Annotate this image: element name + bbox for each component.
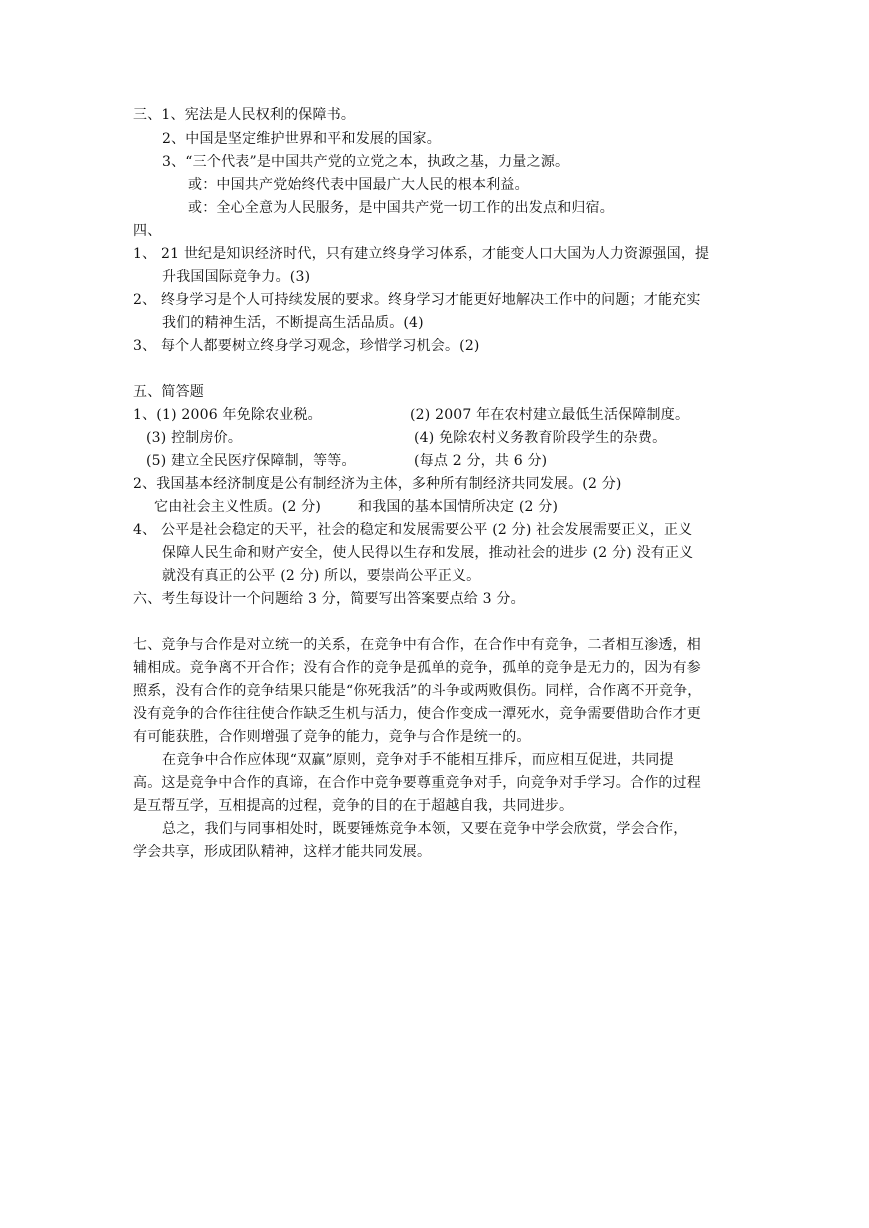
s5-q1-a: 1、(1) 2006 年免除农业税。 (133, 407, 322, 423)
s5-q2-line2b: 和我国的基本国情所决定 (2 分) (358, 499, 559, 515)
s4-item2-line1: 2、 终身学习是个人可持续发展的要求。终身学习才能更好地解决工作中的问题；才能充实 (133, 292, 701, 308)
s3-line-2: 2、中国是坚定维护世界和平和发展的国家。 (162, 131, 441, 147)
s5-q4-line3: 就没有真正的公平 (2 分) 所以，要崇尚公平正义。 (162, 568, 481, 584)
s7-p2-l2: 高。这是竞争中合作的真谛，在合作中竞争要尊重竞争对手，向竞争对手学习。合作的过程 (133, 775, 701, 791)
s5-q4-line1: 4、 公平是社会稳定的天平，社会的稳定和发展需要公平 (2 分) 社会发展需要正义，正义 (133, 522, 693, 538)
s4-heading: 四、 (133, 223, 162, 239)
s5-q1-c: (3) 控制房价。 (146, 430, 243, 446)
s7-p1-l1: 七、竞争与合作是对立统一的关系，在竞争中有合作，在合作中有竞争，二者相互渗透，相 (133, 637, 701, 653)
s4-item1-line1: 1、 21 世纪是知识经济时代，只有建立终身学习体系，才能变人口大国为人力资源强国，提 (133, 246, 710, 262)
s7-p3-l2: 学会共享，形成团队精神，这样才能共同发展。 (133, 844, 432, 860)
s5-q1-d: (4) 免除农村义务教育阶段学生的杂费。 (414, 430, 667, 446)
s3-line-3: 3、“三个代表”是中国共产党的立党之本，执政之基，力量之源。 (162, 154, 570, 170)
s4-item1-line2: 升我国国际竞争力。(3) (162, 269, 311, 285)
s7-p1-l2: 辅相成。竞争离不开合作；没有合作的竞争是孤单的竞争，孤单的竞争是无力的，因为有参 (133, 660, 701, 676)
s7-p1-l5: 有可能获胜，合作则增强了竞争的能力，竞争与合作是统一的。 (133, 729, 531, 745)
s5-q2-line2a: 它由社会主义性质。(2 分) (154, 499, 322, 515)
s3-line-4: 或：中国共产党始终代表中国最广大人民的根本利益。 (188, 177, 529, 193)
s5-q1-score: (每点 2 分，共 6 分) (414, 453, 548, 469)
s4-item2-line2: 我们的精神生活，不断提高生活品质。(4) (162, 315, 424, 331)
s4-item3: 3、 每个人都要树立终身学习观念，珍惜学习机会。(2) (133, 338, 480, 354)
s7-p2-l1: 在竞争中合作应体现“双赢”原则，竞争对手不能相互排斥，而应相互促进，共同提 (162, 752, 674, 768)
s7-p2-l3: 是互帮互学，互相提高的过程，竞争的目的在于超越自我，共同进步。 (133, 798, 574, 814)
s5-q1-e: (5) 建立全民医疗保障制，等等。 (146, 453, 356, 469)
s5-heading: 五、简答题 (133, 384, 204, 400)
s6-line1: 六、考生每设计一个问题给 3 分，简要写出答案要点给 3 分。 (133, 591, 525, 607)
s5-q4-line2: 保障人民生命和财产安全，使人民得以生存和发展，推动社会的进步 (2 分) 没有正义 (162, 545, 694, 561)
s3-line-1: 三、1、宪法是人民权利的保障书。 (133, 107, 356, 123)
s3-line-5: 或：全心全意为人民服务，是中国共产党一切工作的出发点和归宿。 (188, 200, 614, 216)
s7-p1-l4: 没有竞争的合作往往使合作缺乏生机与活力，使合作变成一潭死水，竞争需要借助合作才更 (133, 706, 701, 722)
s7-p1-l3: 照系，没有合作的竞争结果只能是“你死我活”的斗争或两败俱伤。同样，合作离不开竞争， (133, 683, 702, 699)
s7-p3-l1: 总之，我们与同事相处时，既要锤炼竞争本领，又要在竞争中学会欣赏，学会合作， (162, 821, 688, 837)
s5-q2-line1: 2、我国基本经济制度是公有制经济为主体，多种所有制经济共同发展。(2 分) (133, 476, 622, 492)
s5-q1-b: (2) 2007 年在农村建立最低生活保障制度。 (410, 407, 690, 423)
